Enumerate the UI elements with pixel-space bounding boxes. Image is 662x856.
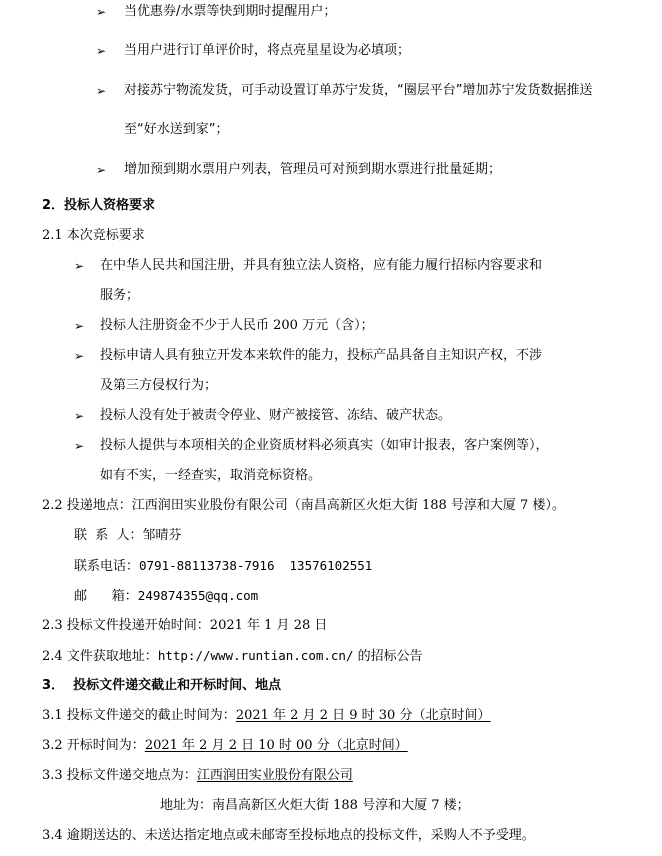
qual-bullet-1: 在中华人民共和国注册，并具有独立法人资格，应有能力履行招标内容要求和 [100, 258, 543, 273]
section-3-1-label: 3.1 投标文件递交的截止时间为： [42, 708, 236, 723]
qual-bullet-5-cont: 如有不实，一经查实，取消竞标资格。 [100, 468, 322, 483]
phone-value: 0791-88113738-7916 13576102551 [139, 558, 373, 573]
section-2-4-suffix: 的招标公告 [353, 649, 423, 664]
phone-label: 联系电话： [74, 559, 140, 574]
qual-bullet-3: 投标申请人具有独立开发本来软件的能力，投标产品具备自主知识产权，不涉 [100, 348, 543, 363]
top-bullet-3: 对接苏宁物流发货，可手动设置订单苏宁发货，“圈层平台”增加苏宁发货数据推送 [124, 83, 593, 98]
contact-name: 邹晴芬 [142, 528, 182, 543]
section-2-4-row [42, 647, 423, 666]
arrow-bullet-icon: ➢ [74, 349, 85, 363]
qual-bullet-1-cont: 服务； [100, 288, 140, 303]
section-3-1-row [42, 707, 490, 725]
contact-label: 联 系 人： [74, 528, 143, 543]
arrow-bullet-icon: ➢ [74, 259, 85, 273]
arrow-bullet-icon: ➢ [96, 84, 107, 98]
section-3-3-row [42, 767, 353, 785]
email-label: 邮 箱： [74, 589, 138, 604]
section-3-title: 3． 投标文件递交截止和开标时间、地点 [42, 678, 282, 693]
section-3-2-label: 3.2 开标时间为： [42, 738, 145, 753]
section-3-3-label: 3.3 投标文件递交地点为： [42, 768, 197, 783]
deadline-value: 2021 年 2 月 2 日 9 时 30 分（北京时间） [235, 708, 491, 723]
section-2-4-label: 2.4 文件获取地址： [42, 649, 158, 664]
section-2-title: 2．投标人资格要求 [42, 198, 156, 213]
opening-time-value: 2021 年 2 月 2 日 10 时 00 分（北京时间） [144, 738, 408, 753]
arrow-bullet-icon: ➢ [74, 319, 85, 333]
arrow-bullet-icon: ➢ [96, 44, 107, 58]
contact-row [74, 527, 182, 545]
top-bullet-3-cont: 至“好水送到家”； [124, 122, 229, 137]
phone-row [74, 557, 372, 576]
arrow-bullet-icon: ➢ [96, 163, 107, 177]
qual-bullet-4: 投标人没有处于被责令停业、财产被接管、冻结、破产状态。 [100, 408, 452, 423]
section-3-2-row [42, 737, 408, 755]
arrow-bullet-icon: ➢ [74, 439, 85, 453]
top-bullet-2: 当用户进行订单评价时，将点亮星星设为必填项； [124, 43, 411, 58]
qual-bullet-5: 投标人提供与本项相关的企业资质材料必须真实（如审计报表，客户案例等）， [100, 438, 549, 453]
delivery-place-value: 江西润田实业股份有限公司 [196, 768, 353, 783]
section-2-3-start-time: 2.3 投标文件投递开始时间：2021 年 1 月 28 日 [42, 618, 328, 633]
top-bullet-1: 当优惠券/水票等快到期时提醒用户； [124, 4, 337, 19]
section-3-3-address: 地址为：南昌高新区火炬大街 188 号淳和大厦 7 楼； [160, 798, 470, 813]
section-2-1-title: 2.1 本次竞标要求 [42, 228, 145, 243]
section-3-4-late-notice: 3.4 逾期送达的、未送达指定地点或未邮寄至投标地点的投标文件，采购人不予受理。 [42, 828, 535, 843]
arrow-bullet-icon: ➢ [96, 5, 107, 19]
section-2-2-delivery: 2.2 投递地点：江西润田实业股份有限公司（南昌高新区火炬大街 188 号淳和大厦 7 楼）。 [42, 498, 565, 513]
arrow-bullet-icon: ➢ [74, 409, 85, 423]
runtian-url-link[interactable]: http://www.runtian.com.cn/ [157, 648, 354, 663]
qual-bullet-2: 投标人注册资金不少于人民币 200 万元（含）； [100, 318, 374, 333]
email-row [74, 587, 258, 606]
qual-bullet-3-cont: 及第三方侵权行为； [100, 378, 218, 393]
top-bullet-4: 增加预到期水票用户列表，管理员可对预到期水票进行批量延期； [124, 162, 502, 177]
email-value[interactable]: 249874355@qq.com [137, 588, 259, 603]
